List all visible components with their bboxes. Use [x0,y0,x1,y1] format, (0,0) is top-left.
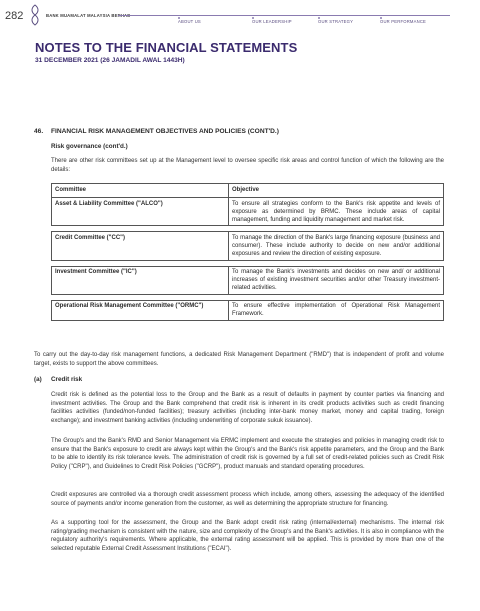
nav-our-strategy[interactable]: OUR STRATEGY [318,19,354,24]
credit-risk-paragraph: As a supporting tool for the assessment, the Group and the Bank adopt credit risk rating (internal/external) mechanisms. The internal risk rating/grading mechanism is consistent with the nature, size and complexity of the Group's and the Bank's activities. It is also in compliance with the regulatory authority's requirements. Where applicable, the external rating assessment will be applied. This is provided by more than one of the selected reputable External Credit Assessment Institutions ("ECAI"). [51,520,444,552]
table-header-row [52,184,444,198]
table-row [52,300,444,320]
objective-cell: To manage the Bank's investments and decides on new and/ or additional increases of existing investment securities and/or other Treasury investment-related activities. [229,266,444,294]
intro-paragraph: There are other risk committees set up at the Management level to oversee specific risk areas and control function of which the following are the details: [51,158,444,173]
nav-our-performance[interactable]: OUR PERFORMANCE [380,19,427,24]
credit-risk-label: (a) [34,376,42,383]
table-row [52,232,444,260]
committee-cell: Credit Committee ("CC") [52,232,229,260]
committee-cell: Operational Risk Management Committee ("ORMC") [52,300,229,320]
page-header [0,0,480,30]
table-row [52,198,444,226]
objective-cell: To ensure effective implementation of Operational Risk Management Framework. [229,300,444,320]
sub-heading: Risk governance (cont'd.) [51,143,128,150]
committee-cell: Investment Committee ("IC") [52,266,229,294]
page-title: NOTES TO THE FINANCIAL STATEMENTS [35,40,298,55]
bank-logo-icon [28,4,42,26]
page-number: 282 [5,10,24,22]
bank-name: BANK MUAMALAT MALAYSIA BERHAD [46,13,131,18]
section-title: FINANCIAL RISK MANAGEMENT OBJECTIVES AND POLICIES (CONT'D.) [51,128,279,135]
credit-risk-heading: Credit risk [51,376,83,383]
credit-risk-paragraph: Credit exposures are controlled via a thorough credit assessment process which include, among others, assessing the adequacy of the identified source of payments and/or income generation from the customer, as well as determining the appropriate structure for financing. [51,492,444,507]
after-table-paragraph: To carry out the day-to-day risk management functions, a dedicated Risk Management Department ("RMD") that is independent of profit and volume target, exists to support the above committees. [34,352,444,367]
credit-risk-paragraph: Credit risk is defined as the potential loss to the Group and the Bank as a result of defaults in payment by counter parties via financing and investment activities. The Group and the Bank comprehend that credit risk is inherent in its credit products activities such as credit financing facilities activities (funded/non-funded facilities); treasury activities (including inter-bank money market, money and capital trading, foreign exchange); and investment banking activities (including underwriting of corporate sukuk issuance). [51,392,444,424]
column-header-objective: Objective [229,184,444,198]
table-row [52,266,444,294]
nav-about-us[interactable]: ABOUT US [178,19,201,24]
objective-cell: To manage the direction of the Bank's large financing exposure (business and consumer). These include authority to decide on new and/or additional exposures and review the direction of existing exposure. [229,232,444,260]
nav-rule [118,15,450,16]
column-header-committee: Committee [52,184,229,198]
committee-cell: Asset & Liability Committee ("ALCO") [52,198,229,226]
objective-cell: To ensure all strategies conform to the Bank's risk appetite and levels of exposure as determined by BRMC. These include areas of capital management, funding and liquidity management and market risk. [229,198,444,226]
section-number: 46. [34,128,44,135]
committee-table [51,183,444,321]
credit-risk-paragraph: The Group's and the Bank's RMD and Senior Management via ERMC implement and execute the strategies and policies in managing credit risk to ensure that the Bank's exposure to credit are always kept within the Group's and the Bank's risk appetite parameters, and the Group and the Bank to be able to identify its risk tolerance levels. The administration of credit risk is governed by a full set of credit-related policies such as Credit Risk Policy ("CRP"), and Guidelines to Credit Risk Policies ("GCRP"), product manuals and standard operating procedures. [51,438,444,470]
nav-our-leadership[interactable]: OUR LEADERSHIP [252,19,292,24]
page-subtitle: 31 DECEMBER 2021 (26 JAMADIL AWAL 1443H) [35,57,185,64]
